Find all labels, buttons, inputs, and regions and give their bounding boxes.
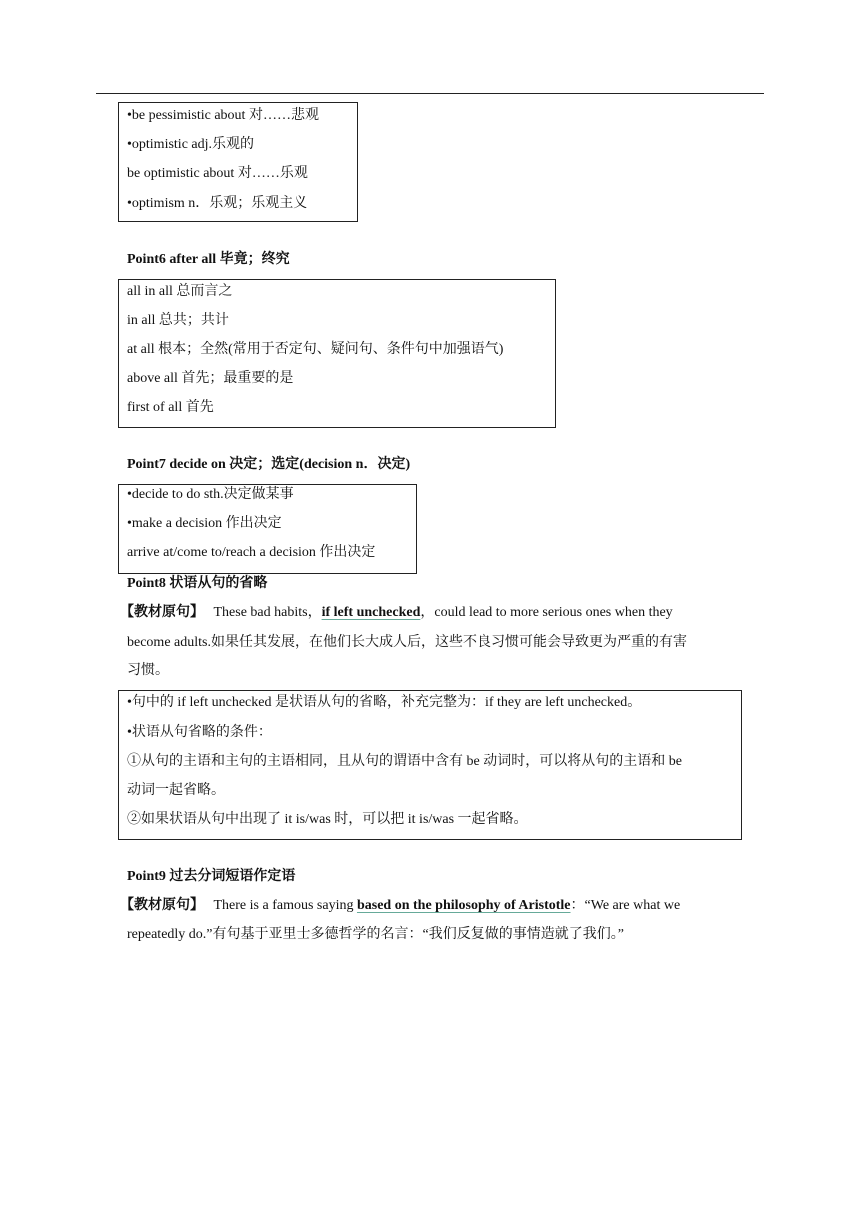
point8-translation-line: 习惯。 xyxy=(127,663,169,678)
point9-translation-line: repeatedly do.”有句基于亚里士多德哲学的名言：“我们反复做的事情造就了我们。” xyxy=(127,927,624,942)
source-text: ，could lead to more serious ones when they xyxy=(420,605,673,620)
box-line: be optimistic about 对……乐观 xyxy=(127,166,308,181)
source-text: There is a famous saying xyxy=(213,898,357,913)
box-line: in all 总共；共计 xyxy=(127,313,229,328)
source-label: 【教材原句】 xyxy=(120,898,204,913)
point6-heading: Point6 after all 毕竟；终究 xyxy=(127,252,290,267)
point9-source-sentence xyxy=(120,897,680,915)
point8-translation-line: become adults.如果任其发展，在他们长大成人后，这些不良习惯可能会导致更为严重的有害 xyxy=(127,635,687,650)
source-text: ：“We are what we xyxy=(570,898,681,913)
source-text: These bad habits， xyxy=(213,605,322,620)
point8-source-sentence xyxy=(120,604,673,622)
box-line: ①从句的主语和主句的主语相同，且从句的谓语中含有 be 动词时，可以将从句的主语和 be xyxy=(127,754,682,769)
box-line: •optimism n．乐观；乐观主义 xyxy=(127,196,308,211)
underlined-phrase: if left unchecked xyxy=(321,605,421,620)
source-label: 【教材原句】 xyxy=(120,605,204,620)
box-line: •make a decision 作出决定 xyxy=(127,516,282,531)
box-line: •decide to do sth.决定做某事 xyxy=(127,487,294,502)
note-box-ellipsis-rules xyxy=(118,690,742,840)
box-line: first of all 首先 xyxy=(127,400,214,415)
box-line: •be pessimistic about 对……悲观 xyxy=(127,108,319,123)
underlined-phrase: based on the philosophy of Aristotle xyxy=(356,898,571,913)
note-box-all-phrases xyxy=(118,279,556,428)
box-line: above all 首先；最重要的是 xyxy=(127,371,294,386)
note-box-optimism xyxy=(118,102,358,222)
point7-heading: Point7 decide on 决定；选定(decision n．决定) xyxy=(127,457,411,472)
box-line: •状语从句省略的条件： xyxy=(127,725,272,740)
box-line: •optimistic adj.乐观的 xyxy=(127,137,255,152)
point9-heading: Point9 过去分词短语作定语 xyxy=(127,869,296,884)
box-line: 动词一起省略。 xyxy=(127,783,225,798)
note-box-decision xyxy=(118,484,417,574)
box-line: arrive at/come to/reach a decision 作出决定 xyxy=(127,545,376,560)
box-line: •句中的 if left unchecked 是状语从句的省略，补充完整为：if they are left unchecked。 xyxy=(127,695,642,710)
box-line: all in all 总而言之 xyxy=(127,284,233,299)
box-line: ②如果状语从句中出现了 it is/was 时，可以把 it is/was 一起省略。 xyxy=(127,812,528,827)
point8-heading: Point8 状语从句的省略 xyxy=(127,576,268,591)
box-line: at all 根本；全然(常用于否定句、疑问句、条件句中加强语气) xyxy=(127,342,504,357)
header-rule xyxy=(96,93,764,94)
